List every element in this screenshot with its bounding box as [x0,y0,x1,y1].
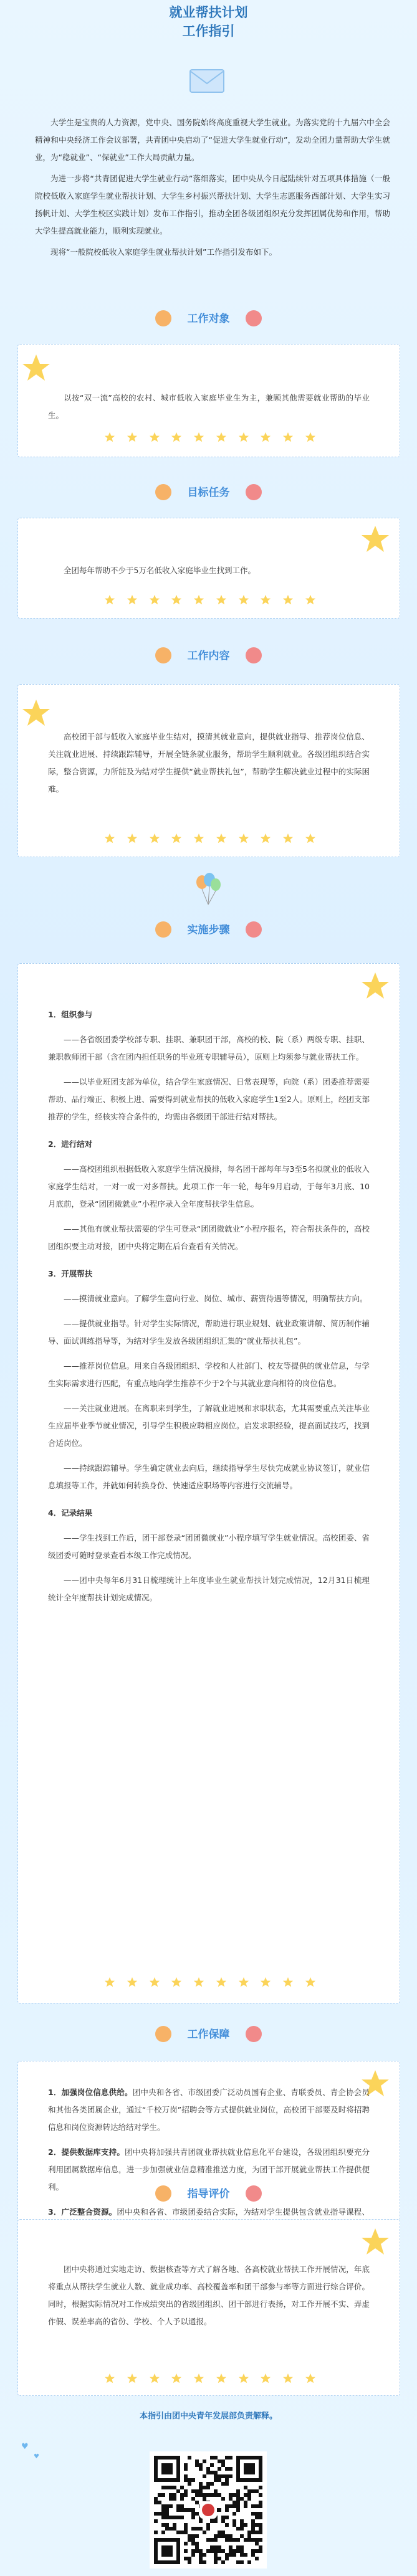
star-icon [260,432,271,443]
card-text [48,1006,370,1614]
step-paragraph: ——高校团组织根据低收入家庭学生情况摸排，每名团干部每年与3至5名拟就业的低收入家庭学生结对，一对一或一对多帮扶。此项工作一年一轮，每年9月启动，于每年3月底、10月底前，登录“团团微就业”小程序录入全年度帮扶学生信息。 [48,1164,370,1209]
step-paragraph: ——持续跟踪辅导。学生确定就业去向后，继续指导学生尽快完成就业协议签订，就业信息填报等工作，并就如何转换身份、快速适应职场等内容进行交流辅导。 [48,1463,370,1490]
star-icon [104,2373,115,2384]
section-label: 工作内容 [187,650,230,662]
star-icon [127,432,138,443]
star-icon [127,594,138,606]
card-text [48,728,370,806]
section-label: 指导评价 [187,2188,230,2200]
star-icon [238,1977,249,1988]
star-icon [361,971,390,1000]
star-icon [171,833,182,844]
step-paragraph: ——团中央每年6月31日梳理统计上年度毕业生就业帮扶计划完成情况，12月31日梳理统计全年度帮扶计划完成情况。 [48,1576,370,1602]
card-paragraph: 以按“双一流”高校的农村、城市低收入家庭毕业生为主，兼顾其他需要就业帮助的毕业生。 [48,393,370,420]
step-heading: 2．进行结对 [48,1139,93,1149]
star-icon [149,1977,160,1988]
step-heading: 3．开展帮扶 [48,1269,93,1278]
card-paragraph: 团中央将通过实地走访、数据核查等方式了解各地、各高校就业帮扶工作开展情况，年底将重点从帮扶学生就业人数、就业成功率、高校覆盖率和团干部参与率等方面进行综合评价。同时，根据实际情况对工作成绩突出的省级团组织、团干部进行表扬，对工作开展不实、弄虚作假、误差率高的省份、学校、个人予以通报。 [48,2265,370,2326]
step-heading: 4．记录结果 [48,1508,93,1518]
intro-paragraph-3: 现将“一般院校低收入家庭学生就业帮扶计划”工作指引发布如下。 [50,247,277,257]
star-icon [127,833,138,844]
star-icon [193,432,204,443]
star-icon [305,833,316,844]
star-icon [193,2373,204,2384]
balloon-icon [191,871,226,906]
card-steps [17,963,400,2003]
star-icon [171,594,182,606]
star-icon [305,2373,316,2384]
section-label: 实施步骤 [187,924,230,936]
star-icon [216,594,227,606]
star-icon [216,1977,227,1988]
step-paragraph: ——提供就业指导。针对学生实际情况，帮助进行职业规划、就业政策讲解、简历制作辅导、面试训练指导等，为结对学生发放各级团组织汇集的“就业帮扶礼包”。 [48,1319,370,1346]
card-text [48,562,370,587]
star-icon [193,1977,204,1988]
star-icon [171,432,182,443]
section-title-target [0,303,417,334]
card-goal [17,518,400,619]
star-icon [104,1977,115,1988]
star-icon [127,1977,138,1988]
card-target [17,344,400,457]
section-label: 工作对象 [187,313,230,325]
star-icon [104,833,115,844]
guarantee-paragraph: 团中央将加强共青团就业帮扶就业信息化平台建设，各级团组织要充分利用团属数据库信息，进一步加强就业信息精准推送力度，为团干部开展就业帮扶工作提供便利。 [48,2147,370,2192]
qr-code-image [150,2451,267,2569]
flower-icon [246,2185,262,2202]
intro-paragraph-2: 为进一步将“共青团促进大学生就业行动”落细落实，团中央从今日起陆续针对五项具体措施（一般院校低收入家庭学生就业帮扶计划、大学生乡村振兴帮扶计划、大学生志愿服务西部计划、大学生实习扬帆计划、大学生校区实践计划）发布工作指引，推动全团各级团组织充分发挥团属优势和作用，帮助大学生提高就业能力，顺利实现就业。 [35,174,390,235]
page-subtitle: 工作指引 [182,24,235,39]
section-title-content [0,640,417,671]
section-title-steps [0,914,417,945]
guarantee-heading: 2．提供数据库支持。 [48,2147,125,2157]
guarantee-paragraph: 团中央和各省、市级团委结合实际，为结对学生提供包含就业指导课程、 [117,2207,370,2217]
guarantee-heading: 1．加强岗位信息供给。 [48,2088,133,2097]
star-icon [260,833,271,844]
star-icon [238,594,249,606]
section-title-guarantee [0,2018,417,2050]
star-icon [305,594,316,606]
step-paragraph: ——以毕业班团支部为单位，结合学生家庭情况、日常表现等，向院（系）团委推荐需要帮助、品行端正、积极上进、需要得到就业帮扶的低收入家庭学生1至2人。原则上，经团支部推荐的学生，经核实符合条件的，均需由各级团干部进行结对帮扶。 [48,1077,370,1121]
flower-icon [246,310,262,326]
heart-icon: ♥ [34,2453,39,2460]
flower-icon [246,484,262,500]
section-label: 工作保障 [187,2028,230,2041]
star-row [104,833,316,847]
star-icon [238,2373,249,2384]
envelope-icon [189,69,225,93]
star-icon [193,594,204,606]
star-icon [282,594,294,606]
qr-code-icon [150,2451,267,2569]
star-icon [260,594,271,606]
star-icon [171,2373,182,2384]
star-icon [238,833,249,844]
star-icon [361,525,390,553]
card-paragraph: 全团每年帮助不少于5万名低收入家庭毕业生找到工作。 [64,566,256,575]
step-paragraph: ——学生找到工作后，团干部登录“团团微就业”小程序填写学生就业情况。高校团委、省级团委可随时登录查看本级工作完成情况。 [48,1533,370,1560]
star-icon [22,698,50,727]
star-row [104,432,316,445]
step-heading: 1．组织参与 [48,1010,93,1019]
footer-note: 本指引由团中央青年发展部负责解释。 [139,2412,277,2421]
flower-icon [246,921,262,938]
star-icon [282,833,294,844]
star-row [104,594,316,608]
intro-text [35,114,390,261]
heart-icon: ♥ [21,2442,29,2451]
star-icon [216,833,227,844]
card-text [48,2261,370,2338]
section-title-evaluation [0,2178,417,2209]
star-icon [216,2373,227,2384]
star-icon [149,432,160,443]
star-icon [282,2373,294,2384]
star-icon [22,353,50,382]
step-paragraph: ——推荐岗位信息。用来自各级团组织、学校和人社部门、校友等提供的就业信息，与学生实际需求进行匹配，有重点地向学生推荐不少于2个与其就业意向相符的岗位信息。 [48,1361,370,1388]
step-paragraph: ——关注就业进展。在离职来到学生，了解就业进展和求职状态，尤其需要重点关注毕业生应届毕业季节就业情况，引导学生积极应聘相应岗位。启发求职经验，提高面试技巧，找到合适岗位。 [48,1404,370,1448]
star-icon [149,833,160,844]
flower-icon [246,2026,262,2042]
star-icon [149,594,160,606]
step-paragraph: ——其他有就业帮扶需要的学生可登录“团团微就业”小程序报名，符合帮扶条件的，高校团组织要主动对接，团中央将定期在后台查看有关情况。 [48,1224,370,1251]
star-icon [305,1977,316,1988]
star-icon [260,1977,271,1988]
star-icon [193,833,204,844]
flower-icon [246,647,262,663]
intro-paragraph-1: 大学生是宝贵的人力资源，党中央、国务院始终高度重视大学生就业。为落实党的十九届六中全会精神和中央经济工作会议部署，共青团中央启动了“促进大学生就业行动”，发动全团力量帮助大学生就业，为“稳就业”、“保就业”工作大局贡献力量。 [35,118,390,162]
star-icon [149,2373,160,2384]
card-text [48,389,370,432]
card-evaluation [17,2219,400,2396]
star-icon [104,594,115,606]
star-icon [361,2227,390,2256]
star-icon [216,432,227,443]
star-icon [171,1977,182,1988]
guarantee-heading: 3．广泛整合资源。 [48,2207,117,2217]
section-label: 目标任务 [187,487,230,499]
star-icon [305,432,316,443]
star-icon [282,1977,294,1988]
star-icon [127,2373,138,2384]
step-paragraph: ——摸清就业意向。了解学生意向行业、岗位、城市、薪资待遇等情况，明确帮扶方向。 [64,1294,368,1303]
star-row [104,1977,316,1990]
star-icon [104,432,115,443]
section-title-goal [0,477,417,508]
step-paragraph: ——各省级团委学校部专职、挂职、兼职团干部，高校的校、院（系）两级专职、挂职、兼职教师团干部（含在团内担任职务的毕业班专职辅导员），原则上均须参与就业帮扶工作。 [48,1035,370,1062]
star-icon [260,2373,271,2384]
star-row [104,2373,316,2387]
star-icon [238,432,249,443]
star-icon [282,432,294,443]
card-content [17,684,400,857]
page-title: 就业帮扶计划 [169,5,248,20]
guarantee-paragraph: 团中央和各省、市级团委广泛动员国有企业、青联委员、青企协会员和其他各类团属企业，通过“千校万岗”招聘会等方式提供就业岗位，高校团干部要及时将招聘信息和岗位资源转达给结对学生。 [48,2088,370,2132]
card-paragraph: 高校团干部与低收入家庭毕业生结对，摸清其就业意向，提供就业指导、推荐岗位信息、关注就业进展、持续跟踪辅导，开展全链条就业服务，帮助学生顺利就业。各级团组织结合实际，整合资源，力所能及为结对学生提供“就业帮扶礼包”，帮助学生解决就业过程中的实际困难。 [48,732,370,794]
